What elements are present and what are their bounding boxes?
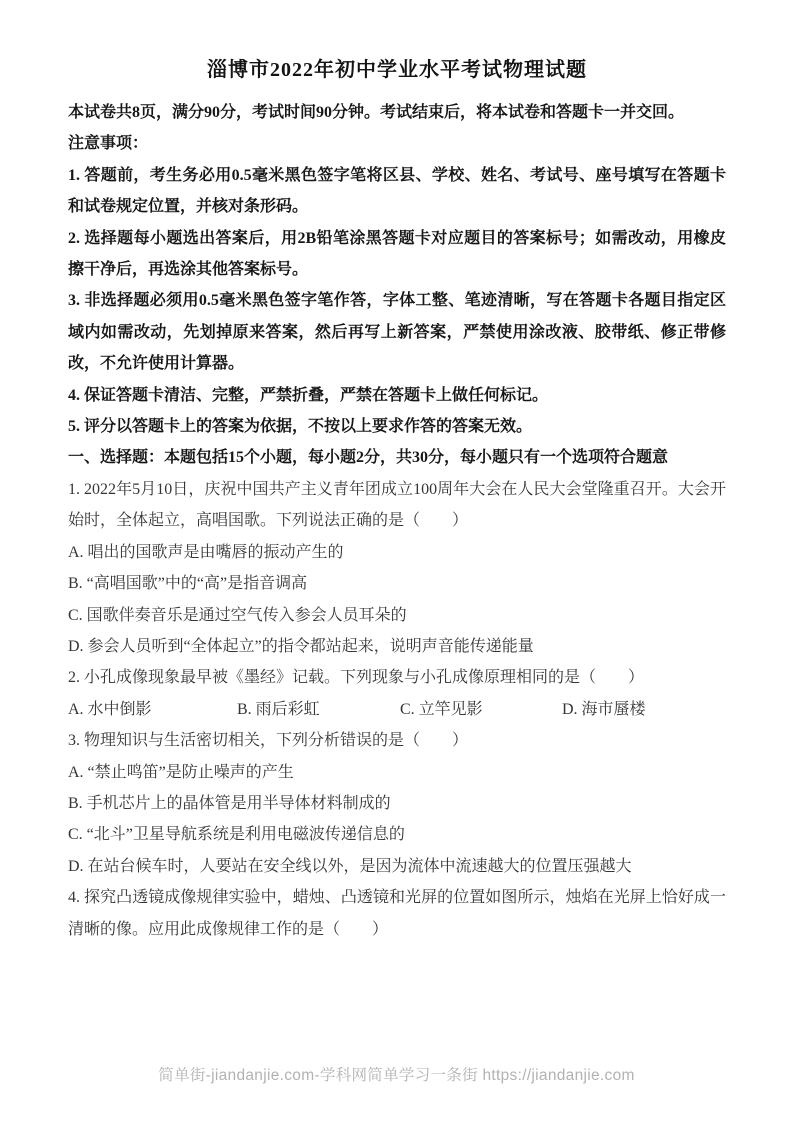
notice-item: 4. 保证答题卡清洁、完整，严禁折叠，严禁在答题卡上做任何标记。: [68, 386, 549, 404]
question-3: [68, 725, 726, 882]
page-title: 淄博市2022年初中学业水平考试物理试题: [207, 59, 587, 81]
option-item: C. “北斗”卫星导航系统是利用电磁波传递信息的: [68, 826, 405, 844]
exam-intro: 本试卷共8页，满分90分，考试时间90分钟。考试结束后，将本试卷和答题卡一并交回。: [68, 104, 685, 121]
question-2: [68, 662, 726, 725]
option-item: A. “禁止鸣笛”是防止噪声的产生: [68, 763, 294, 781]
option-item: A. 水中倒影: [68, 700, 152, 718]
option-item: D. 在站台候车时，人要站在安全线以外，是因为流体中流速越大的位置压强越大: [68, 857, 632, 875]
notice-item: 2. 选择题每小题选出答案后，用2B铅笔涂黑答题卡对应题目的答案标号；如需改动，用橡皮擦干净后，再选涂其他答案标号。: [68, 229, 726, 279]
question-1: [68, 474, 726, 662]
question-options: [68, 694, 726, 725]
option-item: C. 立竿见影: [400, 700, 483, 718]
notice-item: 5. 评分以答题卡上的答案为依据，不按以上要求作答的答案无效。: [68, 418, 533, 436]
question-stem: 2. 小孔成像现象最早被《墨经》记载。下列现象与小孔成像原理相同的是（ ）: [68, 669, 645, 687]
footer-watermark-credit: 简单街-jiandanjie.com-学科网简单学习一条街 https://jiandanjie.com: [158, 1067, 635, 1084]
question-stem: 4. 探究凸透镜成像规律实验中，蜡烛、凸透镜和光屏的位置如图所示，烛焰在光屏上恰好成一清晰的像。应用此成像规律工作的是（ ）: [68, 889, 726, 938]
notice-list: [68, 160, 726, 443]
option-item: B. “高唱国歌”中的“高”是指音调高: [68, 575, 308, 593]
notice-item: 3. 非选择题必须用0.5毫米黑色签字笔作答，字体工整、笔迹清晰，写在答题卡各题目指定区域内如需改动，先划掉原来答案，然后再写上新答案，严禁使用涂改液、胶带纸、修正带修改，不允许使用计算器。: [68, 292, 726, 373]
option-item: C. 国歌伴奏音乐是通过空气传入参会人员耳朵的: [68, 606, 407, 624]
question-4: [68, 882, 726, 945]
question-options: [68, 757, 726, 883]
question-options: [68, 537, 726, 663]
option-item: B. 手机芯片上的晶体管是用半导体材料制成的: [68, 794, 391, 812]
option-item: B. 雨后彩虹: [237, 700, 320, 718]
option-item: D. 海市蜃楼: [562, 700, 646, 718]
section-header-multiple-choice: 一、选择题：本题包括15个小题，每小题2分，共30分，每小题只有一个选项符合题意: [68, 449, 669, 467]
option-item: A. 唱出的国歌声是由嘴唇的振动产生的: [68, 543, 344, 561]
question-stem: 1. 2022年5月10日，庆祝中国共产主义青年团成立100周年大会在人民大会堂隆重召开。大会开始时，全体起立，高唱国歌。下列说法正确的是（ ）: [68, 480, 726, 530]
question-stem: 3. 物理知识与生活密切相关，下列分析错误的是（ ）: [68, 732, 469, 750]
option-item: D. 参会人员听到“全体起立”的指令都站起来，说明声音能传递能量: [68, 637, 534, 655]
notice-item: 1. 答题前，考生务必用0.5毫米黑色签字笔将区县、学校、姓名、考试号、座号填写在答题卡和试卷规定位置，并核对条形码。: [68, 166, 726, 216]
notice-header: 注意事项：: [68, 135, 149, 153]
